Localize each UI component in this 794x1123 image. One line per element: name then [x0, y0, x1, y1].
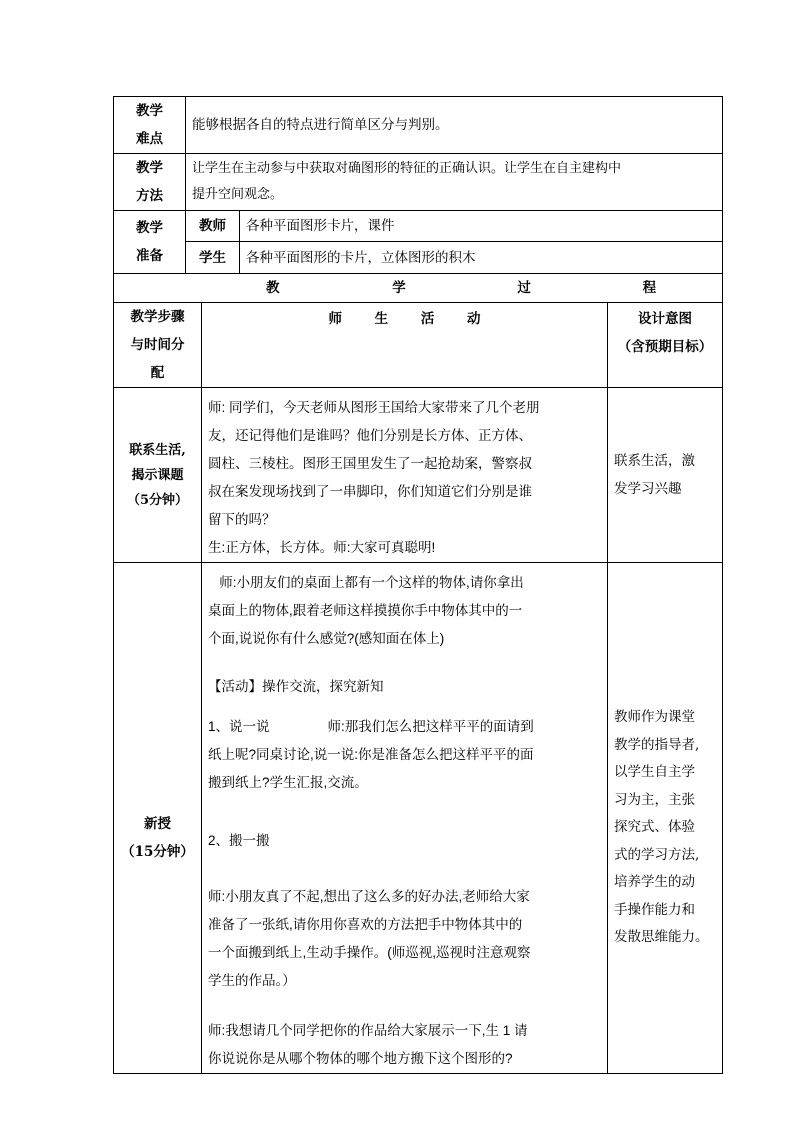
method-label: 教学 方法	[114, 154, 186, 211]
stage2-row	[114, 563, 723, 1074]
prep-teacher-text: 各种平面图形卡片，课件	[240, 211, 723, 242]
process-title: 教 学 过 程	[114, 274, 723, 303]
say-line: 1、说一说 师:那我们怎么把这样平平的面请到	[208, 719, 534, 734]
design-header: 设计意图 （含预期目标）	[608, 303, 723, 388]
method-row	[114, 154, 723, 211]
step-header: 教学步骤 与时间分 配	[114, 303, 202, 388]
activity-line: 【活动】操作交流，探究新知	[208, 679, 384, 694]
prep-student-text: 各种平面图形的卡片，立体图形的积木	[240, 242, 723, 274]
stage2-content: 师:小朋友们的桌面上都有一个这样的物体,请你拿出 桌面上的物体,跟着老师这样摸摸你手中物体其中的一 个面,说说你有什么感觉?(感知面在体上) 【活动】操作交流，探究新知 1、说一说 师:那我们怎么把这样平平的面请到 纸上呢?同桌讨论,说一说:你是准备怎么把这样平平的面 搬到纸上?学生汇报,交流。 2、搬一搬 师:小朋友真了不起,想出了这么多的好办法,老师给大家 准备了一张纸,请你用你喜欢的方法把手中物体其中的 一个面搬到纸上,生动手操作。(师巡视,巡视时注意观察 学生的作品。） 师:我想请几个同学把你的作品给大家展示一下,生 1 请 你说说你是从哪个物体的哪个地方搬下这个图形的?	[202, 563, 608, 1074]
prep-student-label: 学生	[186, 242, 240, 274]
activity-header: 师 生 活 动	[202, 303, 608, 388]
stage1-label: 联系生活, 揭示课题 （5分钟）	[114, 388, 202, 563]
process-title-row	[114, 274, 723, 303]
stage1-row	[114, 388, 723, 563]
prep-teacher-row	[114, 211, 723, 242]
difficulty-text: 能够根据各自的特点进行简单区分与判别。	[186, 97, 723, 154]
method-text: 让学生在主动参与中获取对确图形的特征的正确认识。让学生在自主建构中 提升空间观念。	[186, 154, 723, 211]
process-header-row	[114, 303, 723, 388]
prep-label: 教学 准备	[114, 211, 186, 274]
stage1-content: 师: 同学们，今天老师从图形王国给大家带来了几个老朋 友，还记得他们是谁吗？他们分别是长方体、正方体、 圆柱、三棱柱。图形王国里发生了一起抢劫案，警察叔 叔在案发现场找到了一串脚印，你们知道它们分别是谁 留下的吗？ 生:正方体，长方体。师:大家可真聪明!	[202, 388, 608, 563]
prep-student-row	[114, 242, 723, 274]
stage2-design: 教师作为课堂 教学的指导者, 以学生自主学 习为主，主张 探究式、体验 式的学习方法, 培养学生的动 手操作能力和 发散思维能力。	[608, 563, 723, 1074]
stage2-label: 新授 （15分钟）	[114, 563, 202, 1074]
prep-teacher-label: 教师	[186, 211, 240, 242]
stage1-design: 联系生活，激 发学习兴趣	[608, 388, 723, 563]
lesson-plan-table	[113, 96, 723, 1074]
difficulty-label: 教学 难点	[114, 97, 186, 154]
difficulty-row	[114, 97, 723, 154]
